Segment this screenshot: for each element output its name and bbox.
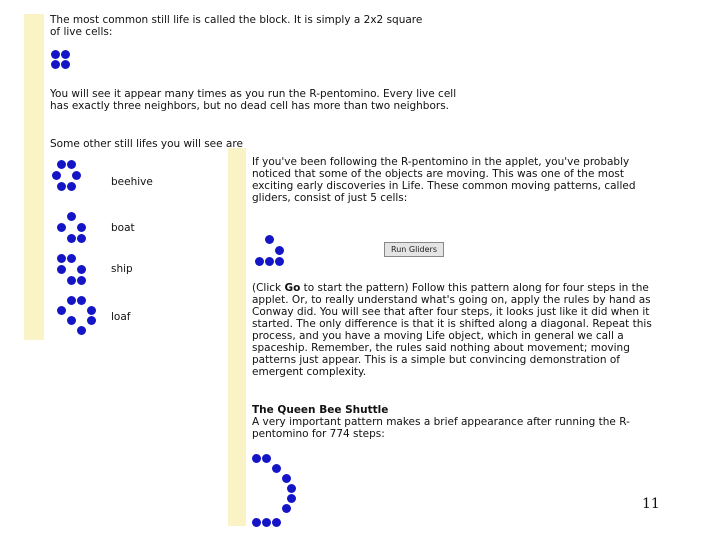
go-keyword: Go <box>284 282 301 294</box>
live-cell <box>272 518 281 527</box>
live-cell <box>275 257 284 266</box>
glider-explanation-text <box>252 282 662 378</box>
live-cell <box>51 50 60 59</box>
live-cell <box>252 454 261 463</box>
live-cell <box>67 212 76 221</box>
live-cell <box>77 276 86 285</box>
other-still-lifes-text: Some other still lifes you will see are <box>50 138 243 150</box>
live-cell <box>67 316 76 325</box>
live-cell <box>57 223 66 232</box>
boat-label: boat <box>111 222 135 234</box>
live-cell <box>57 182 66 191</box>
live-cell <box>275 246 284 255</box>
loaf-label: loaf <box>111 311 131 323</box>
live-cell <box>61 50 70 59</box>
live-cell <box>282 504 291 513</box>
live-cell <box>272 464 281 473</box>
live-cell <box>77 234 86 243</box>
queen-bee-text: A very important pattern makes a brief appearance after running the R-pentomino for 774 steps: <box>252 416 630 440</box>
live-cell <box>51 60 60 69</box>
block-intro-text: The most common still life is called the block. It is simply a 2x2 square of live cells: <box>50 14 423 38</box>
live-cell <box>265 235 274 244</box>
live-cell <box>77 296 86 305</box>
live-cell <box>282 474 291 483</box>
live-cell <box>67 254 76 263</box>
glider-explanation-body: to start the pattern) Follow this pattern along for four steps in the applet. Or, to really understand what's going on, apply the rules by hand as Conway did. You will see that after four steps, it looks just like it did when it started. The only difference is that it is shifted along a diagonal. Repeat this process, and you have a moving Life object, which in general we call a spaceship. Remember, the rules said nothing about movement; moving patterns just appear. This is a simple but convincing demonstration of emergent complexity. <box>252 282 652 378</box>
live-cell <box>67 160 76 169</box>
live-cell <box>57 306 66 315</box>
right-margin-stripe <box>228 148 246 526</box>
live-cell <box>287 484 296 493</box>
live-cell <box>61 60 70 69</box>
live-cell <box>67 296 76 305</box>
page-number: 11 <box>642 496 660 512</box>
block-description-text: You will see it appear many times as you run the R-pentomino. Every live cell has exactly three neighbors, but no dead cell has more than two neighbors. <box>50 88 457 112</box>
live-cell <box>57 265 66 274</box>
live-cell <box>67 276 76 285</box>
beehive-label: beehive <box>111 176 153 188</box>
click-text: (Click <box>252 282 285 294</box>
live-cell <box>87 316 96 325</box>
live-cell <box>262 518 271 527</box>
live-cell <box>57 254 66 263</box>
run-gliders-button[interactable]: Run Gliders <box>384 242 444 257</box>
live-cell <box>77 326 86 335</box>
live-cell <box>87 306 96 315</box>
live-cell <box>77 265 86 274</box>
live-cell <box>67 182 76 191</box>
queen-bee-heading: The Queen Bee Shuttle <box>252 404 389 416</box>
live-cell <box>287 494 296 503</box>
live-cell <box>252 518 261 527</box>
live-cell <box>77 223 86 232</box>
left-margin-stripe <box>24 14 44 340</box>
live-cell <box>52 171 61 180</box>
live-cell <box>72 171 81 180</box>
live-cell <box>265 257 274 266</box>
live-cell <box>57 160 66 169</box>
ship-label: ship <box>111 263 133 275</box>
live-cell <box>67 234 76 243</box>
gliders-intro-text: If you've been following the R-pentomino in the applet, you've probably noticed that some of the objects are moving. This was one of the most exciting early discoveries in Life. These common moving patterns, called gliders, consist of just 5 cells: <box>252 156 636 204</box>
live-cell <box>262 454 271 463</box>
live-cell <box>255 257 264 266</box>
